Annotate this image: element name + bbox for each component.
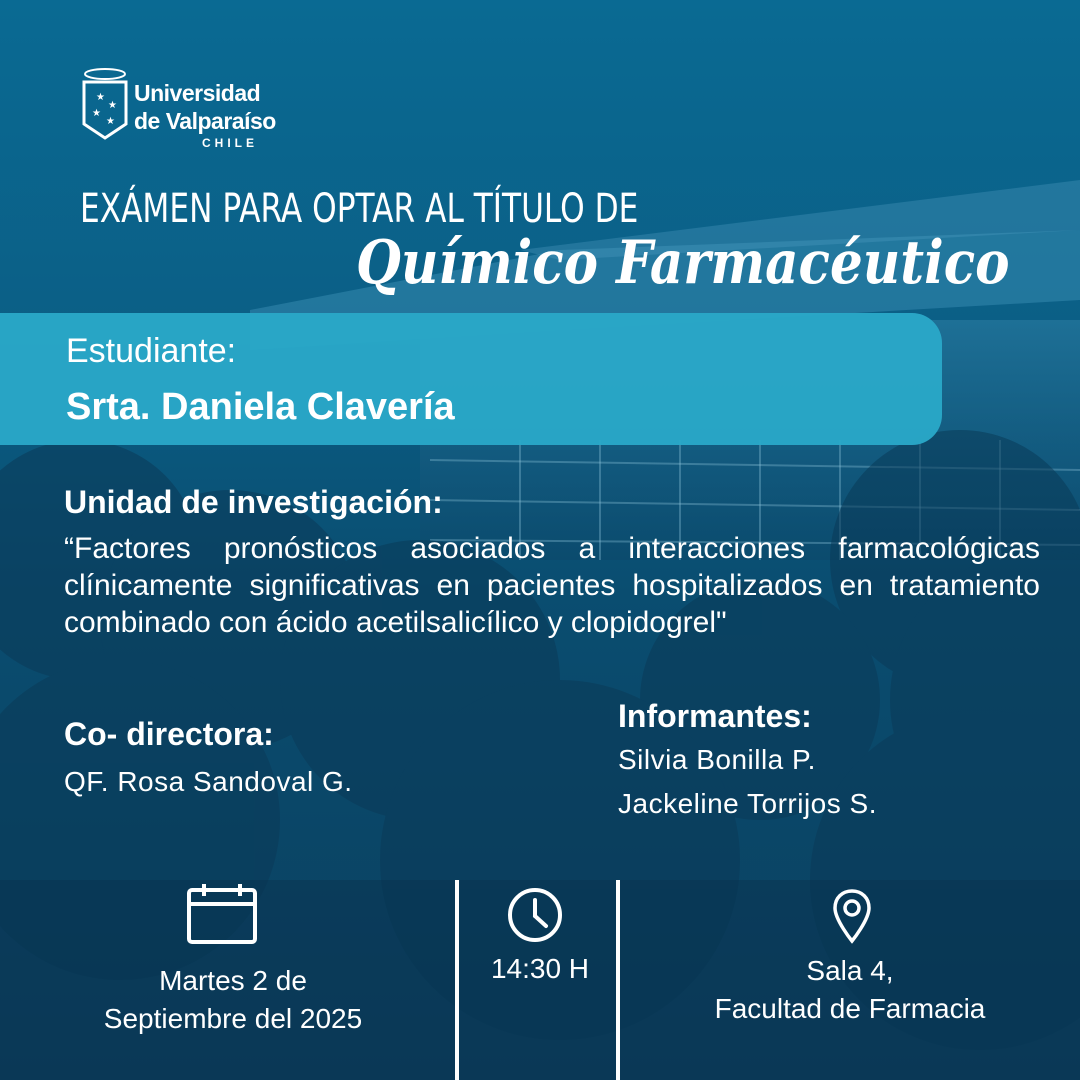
divider-left xyxy=(455,880,459,1080)
event-place-line-1: Sala 4, xyxy=(806,955,894,986)
event-date-line-1: Martes 2 de xyxy=(159,965,307,996)
svg-text:★: ★ xyxy=(96,92,105,103)
codirector-name: QF. Rosa Sandoval G. xyxy=(64,766,353,797)
event-place xyxy=(640,952,1060,1028)
location-pin-icon xyxy=(832,888,872,944)
event-date xyxy=(60,962,406,1038)
logo-line-2: de Valparaíso xyxy=(134,108,276,134)
calendar-icon xyxy=(186,882,258,944)
codirector-heading: Co- directora: xyxy=(64,716,274,752)
informant-name-1: Silvia Bonilla P. xyxy=(618,744,816,775)
event-time: 14:30 H xyxy=(490,953,590,984)
exam-title: EXÁMEN PARA OPTAR AL TÍTULO DE xyxy=(80,186,639,232)
research-heading: Unidad de investigación: xyxy=(64,484,443,520)
svg-text:★: ★ xyxy=(108,100,117,111)
degree-title: Químico Farmacéutico xyxy=(356,228,1010,298)
svg-text:★: ★ xyxy=(106,116,115,127)
clock-icon xyxy=(506,886,564,944)
event-date-line-2: Septiembre del 2025 xyxy=(103,1003,363,1034)
informant-name-2: Jackeline Torrijos S. xyxy=(618,788,877,819)
divider-right xyxy=(616,880,620,1080)
university-logo xyxy=(82,66,282,156)
shield-stars-icon xyxy=(82,66,128,142)
student-name: Srta. Daniela Clavería xyxy=(66,386,455,428)
student-label: Estudiante: xyxy=(66,332,237,370)
logo-country: CHILE xyxy=(202,136,258,150)
informants-heading: Informantes: xyxy=(618,698,812,734)
event-place-line-2: Facultad de Farmacia xyxy=(714,993,986,1024)
logo-line-1: Universidad xyxy=(134,80,261,106)
svg-text:★: ★ xyxy=(92,108,101,119)
research-title: “Factores pronósticos asociados a interacciones farmacológicas clínicamente significativas en pacientes hospitalizados en tratamiento combinado con ácido acetilsalicílico y clopidogrel" xyxy=(64,532,1040,639)
